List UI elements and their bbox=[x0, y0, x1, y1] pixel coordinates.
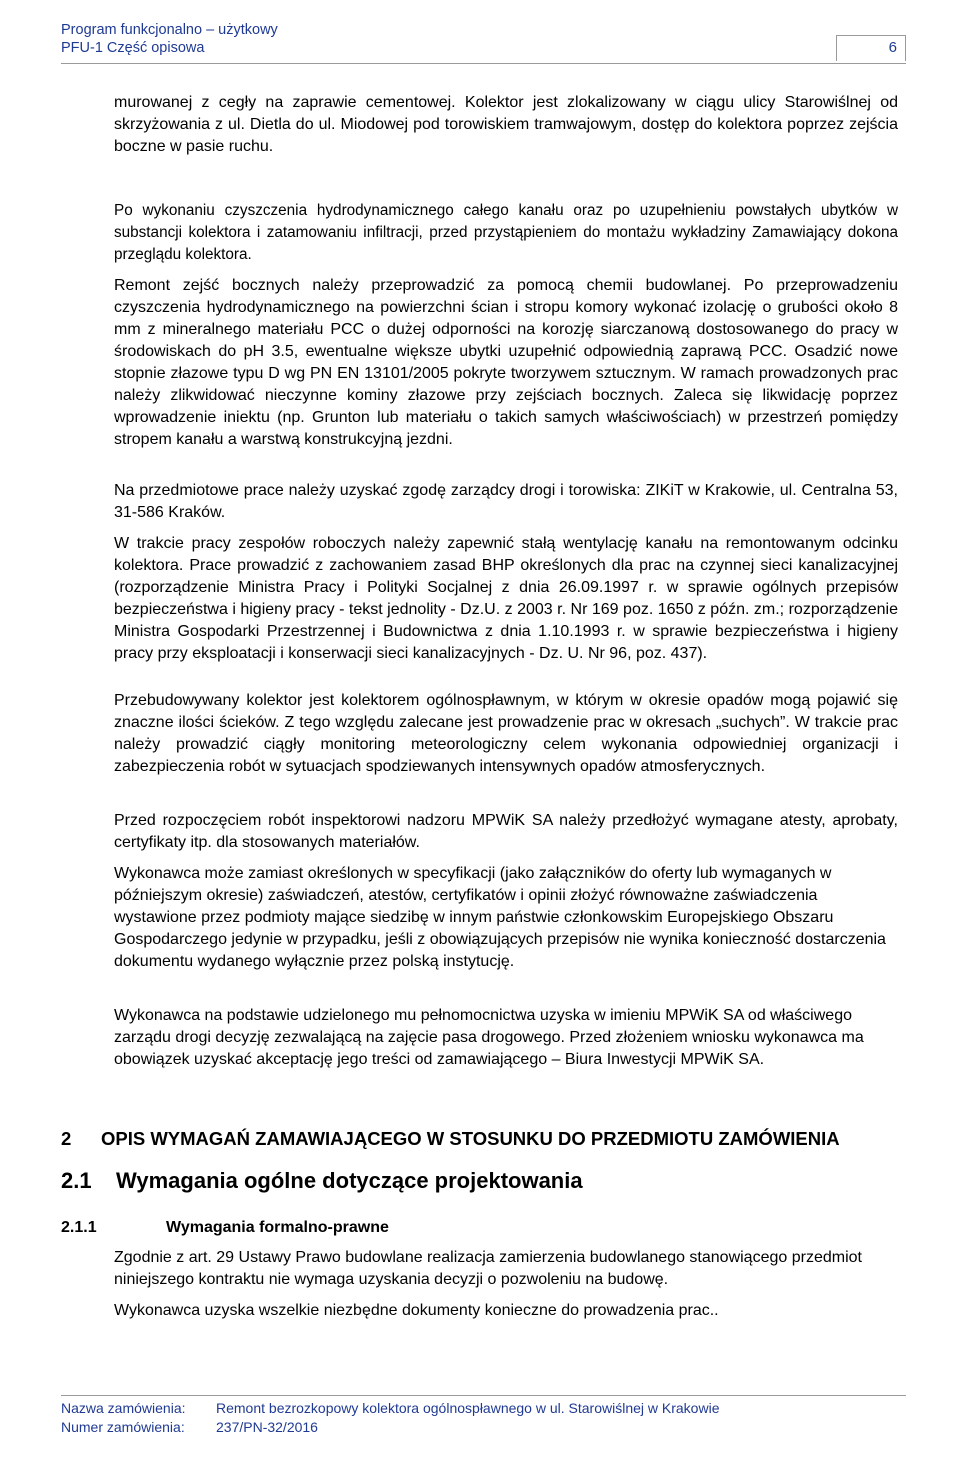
paragraph-9: Wykonawca na podstawie udzielonego mu pełnomocnictwa uzyska w imieniu MPWiK SA od właściwego zarządu drogi decyzję zezwalającą na zajęcie pasa drogowego. Przed złożeniem wniosku wykonawca ma obowiązek uzyskać akceptację jego treści od zamawiającego – Biura Inwestycji MPWiK SA. bbox=[114, 1007, 864, 1068]
footer-name-value: Remont bezrozkopowy kolektora ogólnospławnego w ul. Starowiślnej w Krakowie bbox=[216, 1400, 720, 1416]
footer-number-label: Numer zamówienia: bbox=[61, 1419, 185, 1435]
paragraph-5: W trakcie pracy zespołów roboczych należy zapewnić stałą wentylację kanału na remontowanym odcinku kolektora. Prace prowadzić z zachowaniem zasad BHP określonych dla prac na czynnej sieci kanalizacyjnej (rozporządzenie Ministra Pracy i Polityki Socjalnej z dnia 26.09.1997 r. w sprawie ogólnych przepisów bezpieczeństwa i higieny pracy - tekst jednolity - Dz.U. z 2003 r. Nr 169 poz. 1650 z późn. zm.; rozporządzenie Ministra Gospodarki Przestrzennej i Budownictwa z dnia 1.10.1993 r. w sprawie bezpieczeństwa i higieny pracy przy eksploatacji i konserwacji sieci kanalizacyjnych - Dz. U. Nr 96, poz. 437). bbox=[114, 535, 898, 662]
page-number: 6 bbox=[888, 39, 897, 56]
footer-number-row bbox=[61, 1419, 318, 1435]
footer-divider bbox=[61, 1395, 906, 1396]
page-number-box bbox=[836, 35, 906, 61]
section-paragraph-1: Zgodnie z art. 29 Ustawy Prawo budowlane realizacja zamierzenia budowlanego stanowiącego przedmiot niniejszego kontraktu nie wymaga uzyskania decyzji o pozwoleniu na budowę. bbox=[114, 1249, 862, 1288]
header-divider bbox=[61, 63, 906, 64]
subsubsection-title: Wymagania formalno-prawne bbox=[166, 1219, 389, 1236]
subsection-title: Wymagania ogólne dotyczące projektowania bbox=[116, 1168, 583, 1193]
footer-name-row bbox=[61, 1400, 719, 1416]
paragraph-6: Przebudowywany kolektor jest kolektorem ogólnospławnym, w którym w okresie opadów mogą pojawić się znaczne ilości ścieków. Z tego względu zalecane jest prowadzenie prac w okresach „suchych”. W trakcie prac należy prowadzić ciągły monitoring meteorologiczny celem wykonania odpowiedniej organizacji i zabezpieczenia robót w sytuacjach spodziewanych intensywnych opadów atmosferycznych. bbox=[114, 692, 898, 775]
subsection-heading-2-1 bbox=[61, 1168, 583, 1194]
paragraph-7: Przed rozpoczęciem robót inspektorowi nadzoru MPWiK SA należy przedłożyć wymagane atesty, aprobaty, certyfikaty itp. dla stosowanych materiałów. bbox=[114, 812, 898, 851]
section-number: 2 bbox=[61, 1128, 72, 1149]
document-header-subtitle: PFU-1 Część opisowa bbox=[61, 40, 205, 56]
subsubsection-number: 2.1.1 bbox=[61, 1219, 97, 1236]
paragraph-3: Remont zejść bocznych należy przeprowadzić za pomocą chemii budowlanej. Po przeprowadzeniu czyszczenia hydrodynamicznego na powierzchni ścian i stropu komory wykonać izolację o grubości około 8 mm z mineralnego materiału PCC o dużej odporności na korozję siarczanową dostosowanego do pracy w środowiskach do pH 3.5, ewentualne większe ubytki uzupełnić odpowiednią zaprawą PCC. Osadzić nowe stopnie złazowe typu D wg PN EN 13101/2005 pokryte tworzywem sztucznym. W ramach prowadzonych prac należy zlikwidować nieczynne kominy złazowe przy zejściach bocznych. Zaleca się likwidację poprzez wprowadzenie iniektu (np. Grunton lub materiału o takich samych właściwościach) w przestrzeń pomiędzy stropem kanału a warstwą konstrukcyjną jezdni. bbox=[114, 277, 898, 448]
paragraph-1: murowanej z cegły na zaprawie cementowej. Kolektor jest zlokalizowany w ciągu ulicy Starowiślnej od skrzyżowania z ul. Dietla do ul. Miodowej pod torowiskiem tramwajowym, dostęp do kolektora poprzez zejścia boczne w pasie ruchu. bbox=[114, 94, 898, 155]
section-paragraph-2: Wykonawca uzyska wszelkie niezbędne dokumenty konieczne do prowadzenia prac.. bbox=[114, 1302, 719, 1319]
subsubsection-heading-2-1-1 bbox=[61, 1219, 389, 1237]
footer-number-value: 237/PN-32/2016 bbox=[216, 1419, 318, 1435]
section-title: OPIS WYMAGAŃ ZAMAWIAJĄCEGO W STOSUNKU DO PRZEDMIOTU ZAMÓWIENIA bbox=[101, 1128, 840, 1149]
section-heading-2 bbox=[61, 1128, 840, 1150]
paragraph-2: Po wykonaniu czyszczenia hydrodynamicznego całego kanału oraz po uzupełnieniu powstałych ubytków w substancji kolektora i zatamowaniu infiltracji, przed przystąpieniem do montażu wykładziny Zamawiający dokona przeglądu kolektora. bbox=[114, 202, 898, 263]
footer-name-label: Nazwa zamówienia: bbox=[61, 1400, 186, 1416]
paragraph-8: Wykonawca może zamiast określonych w specyfikacji (jako załączników do oferty lub wymaganych w późniejszym okresie) zaświadczeń, atestów, certyfikatów i opinii złożyć równoważne zaświadczenia wystawione przez podmioty mające siedzibę w innym państwie członkowskim Europejskiego Obszaru Gospodarczego jedynie w przypadku, jeśli z obowiązujących przepisów nie wynika konieczność dostarczenia dokumentu wydanego wyłącznie przez polską instytucję. bbox=[114, 865, 886, 970]
paragraph-4: Na przedmiotowe prace należy uzyskać zgodę zarządcy drogi i torowiska: ZIKiT w Krakowie, ul. Centralna 53, 31-586 Kraków. bbox=[114, 482, 898, 521]
document-header-title: Program funkcjonalno – użytkowy bbox=[61, 22, 278, 38]
subsection-number: 2.1 bbox=[61, 1168, 92, 1193]
